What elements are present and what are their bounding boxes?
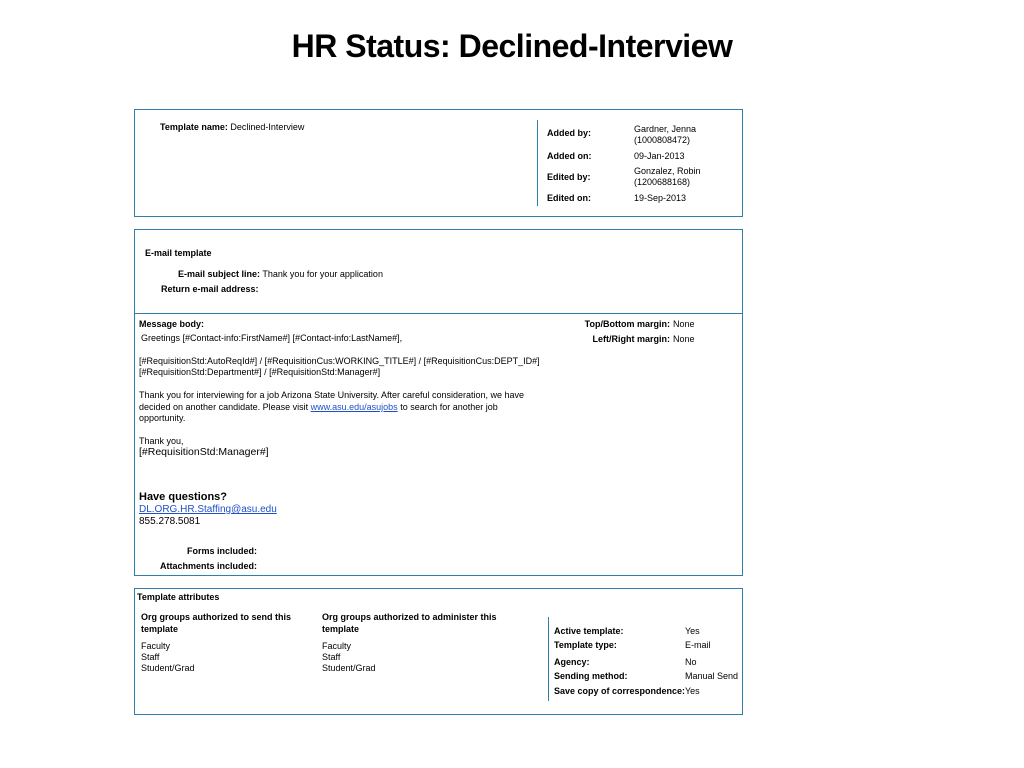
top-bottom-margin-label: Top/Bottom margin:: [584, 319, 670, 329]
message-body-panel: [134, 313, 743, 576]
edited-on-value: 19-Sep-2013: [634, 193, 687, 203]
template-type-value: E-mail: [685, 640, 711, 650]
template-name-row: [160, 122, 304, 133]
slide-title: HR Status: Declined-Interview: [291, 28, 733, 64]
sending-method-label: Sending method:: [554, 671, 628, 681]
email-template-panel: [134, 229, 743, 314]
added-on-label: Added on:: [547, 151, 592, 161]
admin-group-item: Staff: [322, 652, 341, 662]
questions-email-link[interactable]: DL.ORG.HR.Staffing@asu.edu: [139, 504, 277, 515]
added-on-value: 09-Jan-2013: [634, 151, 685, 161]
edited-on-label: Edited on:: [547, 193, 591, 203]
body-paragraph-line-1: Thank you for interviewing for a job Arizona State University. After careful consideration, we have: [139, 390, 525, 400]
agency-value: No: [685, 657, 697, 667]
sending-method-value: Manual Send: [685, 671, 739, 681]
thank-you-line: Thank you,: [139, 436, 184, 446]
questions-phone: 855.278.5081: [139, 516, 201, 527]
forms-included-label: Forms included:: [186, 546, 257, 556]
save-copy-label: Save copy of correspondence:: [554, 686, 686, 696]
edited-by-label: Edited by:: [547, 172, 591, 182]
added-by-value-1: Gardner, Jenna: [634, 124, 697, 134]
return-email-label: Return e-mail address:: [161, 284, 259, 294]
save-copy-value: Yes: [685, 686, 700, 696]
email-subject-row: [178, 269, 383, 280]
template-name-value: Declined-Interview: [230, 122, 305, 132]
greeting-line: Greetings [#Contact-info:FirstName#] [#Contact-info:LastName#],: [141, 333, 403, 343]
admin-groups-heading-2: template: [322, 624, 360, 634]
attachments-included-label: Attachments included:: [159, 561, 257, 571]
send-group-item: Faculty: [141, 641, 171, 651]
have-questions-heading: Have questions?: [139, 491, 228, 503]
return-email-row: [161, 284, 259, 295]
active-template-label: Active template:: [554, 626, 624, 636]
template-attributes-panel: [134, 588, 743, 715]
edited-by-value-2: (1200688168): [634, 177, 691, 187]
send-groups-heading-1: Org groups authorized to send this: [141, 612, 292, 622]
admin-group-item: Faculty: [322, 641, 352, 651]
signature-line: [#RequisitionStd:Manager#]: [139, 446, 269, 458]
meta-divider: [537, 120, 538, 206]
attributes-divider: [548, 617, 549, 701]
body-paragraph-line-2-before: decided on another candidate. Please visit: [139, 402, 311, 412]
added-by-label: Added by:: [547, 128, 591, 138]
edited-by-value-1: Gonzalez, Robin: [634, 166, 701, 176]
requisition-line-1: [#RequisitionStd:AutoReqId#] / [#RequisitionCus:WORKING_TITLE#] / [#RequisitionCus:DEPT_ID#]: [139, 356, 540, 366]
send-group-item: Staff: [141, 652, 160, 662]
left-right-margin-label: Left/Right margin:: [592, 334, 670, 344]
body-paragraph-line-3: opportunity.: [139, 413, 186, 423]
email-subject-label: E-mail subject line:: [178, 269, 261, 279]
added-by-value-2: (1000808472): [634, 135, 691, 145]
template-name-label: Template name:: [160, 122, 228, 132]
agency-label: Agency:: [554, 657, 590, 667]
top-bottom-margin-value: None: [673, 319, 695, 329]
admin-groups-heading-1: Org groups authorized to administer this: [322, 612, 497, 622]
requisition-line-2: [#RequisitionStd:Department#] / [#RequisitionStd:Manager#]: [139, 367, 381, 377]
body-paragraph-line-2: [139, 402, 579, 413]
left-right-margin-value: None: [673, 334, 695, 344]
send-groups-heading-2: template: [141, 624, 179, 634]
message-body-label: Message body:: [139, 319, 205, 329]
email-template-heading: E-mail template: [145, 248, 212, 258]
email-subject-value: Thank you for your application: [262, 269, 383, 279]
active-template-value: Yes: [685, 626, 700, 636]
template-attributes-heading: Template attributes: [137, 592, 220, 602]
body-paragraph-line-2-after: to search for another job: [397, 402, 498, 412]
template-header-panel: [134, 109, 743, 217]
template-type-label: Template type:: [554, 640, 617, 650]
admin-group-item: Student/Grad: [322, 663, 376, 673]
send-group-item: Student/Grad: [141, 663, 195, 673]
questions-email-row: [139, 504, 277, 516]
asu-jobs-link[interactable]: www.asu.edu/asujobs: [310, 402, 398, 412]
